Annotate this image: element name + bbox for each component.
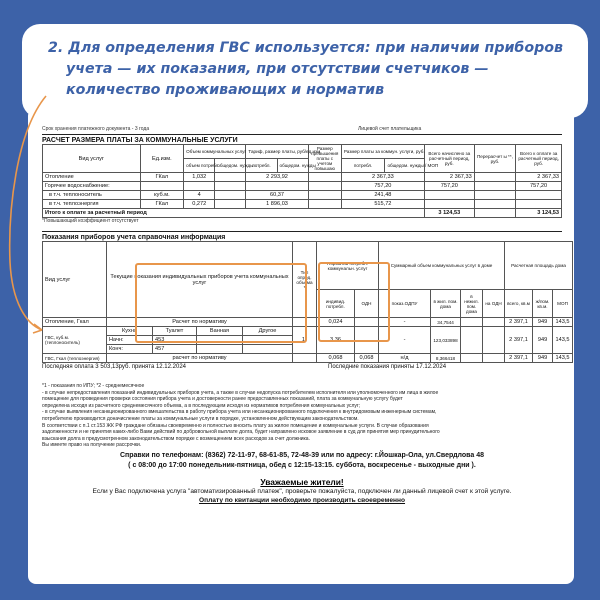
heat-mode: Расчет по нормативу [107, 318, 293, 327]
note-line: взыскания долга в предусмотренном законодательством порядке с возмещением всех расходов за счет должника. [42, 435, 310, 442]
payment-line [42, 363, 562, 371]
cell-amt-ind: 2 367,33 [341, 173, 424, 182]
cell-recalc [474, 191, 516, 200]
gvs-sum-odn [483, 327, 505, 354]
heat2-area-total: 2 397,1 [505, 354, 533, 363]
cell-tar-ind: 2 293,92 [246, 173, 308, 182]
h-total: Всего к оплате за расчетный период, руб. [516, 145, 562, 173]
end-toilet: 457 [153, 345, 197, 354]
cell-charged: 757,20 [424, 182, 474, 191]
heat2-mode: расчет по нормативу [107, 354, 293, 363]
cell-tar-ind [246, 182, 308, 191]
heat-norm: 0,024 [317, 318, 355, 327]
mh-sum-odpu: показ.ОДПУ [379, 290, 431, 318]
cell-inc [308, 173, 341, 182]
calc-row [43, 191, 562, 200]
cell-vol-ind: 0,272 [184, 200, 215, 209]
total-charged: 3 124,53 [424, 209, 474, 218]
note-line: *1 - показания по ИПУ; *2 - среднемесячное [42, 383, 145, 389]
col-bath: Ванная [197, 327, 243, 336]
heat-res: 34,7544 [431, 318, 461, 327]
h-amount: Размер платы за коммун. услуги, руб. [341, 145, 424, 159]
headline-bubble [22, 24, 588, 118]
calc-total-row [43, 209, 562, 218]
col-other: Другое [243, 327, 293, 336]
gvs-odpu: - [379, 327, 431, 354]
note-line: потребителю производится доначисление платы за коммунальные услуги в порядке, установленном действующим законодательством. [42, 415, 359, 422]
calc-footnote: *Повышающий коэффициент отсутствует [42, 218, 139, 224]
h-unit: Ед.изм. [140, 145, 184, 173]
mh-sum-odn: на ОДН [483, 290, 505, 318]
start-other [243, 336, 293, 345]
cell-unit: куб.м. [140, 191, 184, 200]
note-line: помещение для проведения проверки состояния прибора учета и достоверности ранее предоставленных показаний, плата за коммунальную услугу будет [42, 396, 403, 403]
gvs-area-mop: 143,5 [553, 327, 573, 354]
cell-inc [308, 182, 341, 191]
calc-table [42, 144, 562, 218]
cell-total: 2 367,33 [516, 173, 562, 182]
gvs-label: ГВС, куб.м. (теплоноситель) [43, 327, 107, 354]
cell-total: 757,20 [516, 182, 562, 191]
gvs-area-total: 2 397,1 [505, 327, 533, 354]
storage-note: Срок хранения платежного документа - 3 года [42, 126, 150, 132]
heat2-norm: 0,068 [317, 354, 355, 363]
col-kitchen: Кухня [107, 327, 153, 336]
meters-title: Показания приборов учета справочная информация [42, 231, 562, 241]
mh-current: Текущие показания индивидуальных приборов учета коммунальных услуг [107, 242, 293, 318]
mh-summary: Суммарный объем коммунальных услуг в доме [379, 242, 505, 290]
col-toilet: Туалет [153, 327, 197, 336]
notes-block [42, 383, 562, 449]
account-label: Лицевой счет плательщика [358, 126, 422, 132]
last-payment: Последняя оплата 3 503,13руб. принята 12.12.2024 [42, 364, 186, 370]
headline-line-2: учета — их показания, при отсутствии счетчиков — [66, 61, 489, 77]
start-toilet: 453 [153, 336, 197, 345]
h-increase: Размер превышения платы с учетом повышаю [308, 145, 341, 173]
cell-unit: ГКал [140, 200, 184, 209]
h-tariff: Тариф, размер платы, руб/ед.изм [246, 145, 308, 159]
heat2-area-res: 949 [533, 354, 553, 363]
heat2-odpu: н/д [379, 354, 431, 363]
heat-sum-odn [483, 318, 505, 327]
cell-inc [308, 191, 341, 200]
total-label: Итого к оплате за расчетный период [43, 209, 425, 218]
heat-type [293, 318, 317, 327]
heat2-odn: 0,068 [355, 354, 379, 363]
note-line: определена исходя из расчетного среднемесячного объема, а в последующем исходя из нормативов потребления коммунальных услуг; [42, 402, 361, 409]
gvs-type: 1* [293, 327, 317, 354]
heat2-res: 8,366418 [431, 354, 461, 363]
calc-title: РАСЧЕТ РАЗМЕРА ПЛАТЫ ЗА КОММУНАЛЬНЫЕ УСЛУГИ [42, 134, 562, 144]
cell-vol-common [215, 173, 246, 182]
h-recalc: Перерасчет ы **, руб. [474, 145, 516, 173]
cell-amt-ind: 515,72 [341, 200, 424, 209]
note-line: В соответствии с п.1 ст.153 ЖК РФ граждане обязаны своевременно и полностью вносить плату за жилое помещение и коммунальные услуги. В случае образования [42, 422, 429, 429]
heat-odpu: - [379, 318, 431, 327]
cell-recalc [474, 182, 516, 191]
end-other [243, 345, 293, 354]
end-bath [197, 345, 243, 354]
mh-area: Расчетная площадь дома [505, 242, 573, 290]
cell-amt-ind: 241,48 [341, 191, 424, 200]
cell-total [516, 200, 562, 209]
headline-line-3: количество проживающих и норматив [66, 82, 385, 98]
h-vol-common: общедом. нужды [215, 159, 246, 173]
receipt-document [28, 108, 574, 584]
heat2-nonres [461, 354, 483, 363]
heat-area-mop: 143,5 [553, 318, 573, 327]
cell-recalc [474, 173, 516, 182]
mh-area-total: всего, кв.м [505, 290, 533, 318]
cell-unit [140, 182, 184, 191]
meters-table [42, 241, 573, 363]
calc-row [43, 173, 562, 182]
cell-amt-ind: 757,20 [341, 182, 424, 191]
h-tar-ind: потребл. [246, 159, 277, 173]
end-label: Конч: [107, 345, 153, 354]
last-reading: Последние показания приняты 17.12.2024 [328, 364, 447, 370]
cell-inc [308, 200, 341, 209]
cell-service: Отопление [43, 173, 141, 182]
start-bath [197, 336, 243, 345]
cell-charged [424, 191, 474, 200]
h-amt-ind: потребл. [341, 159, 385, 173]
note-line: задолженности и не принятия каких-либо Вами действий по добровольной выплате долга, будет направлено исковое заявление в суд для принятия мер принудительного [42, 429, 440, 436]
cell-vol-ind: 4 [184, 191, 215, 200]
h-volume: Объем коммунальных услуг [184, 145, 246, 159]
heat-area-res: 949 [533, 318, 553, 327]
cell-vol-common [215, 191, 246, 200]
cell-total [516, 191, 562, 200]
hours-line: ( с 08:00 до 17:00 понедельник-пятница, обед с 12:15-13:15. суббота, воскресенье - выходные дни ). [128, 461, 476, 469]
heat2-sum-odn [483, 354, 505, 363]
gvs-norm: 3,36 [317, 327, 355, 354]
autopay-notice: Если у Вас подключена услуга "автоматизированный платеж", проверьте пожалуйста, подключен ли данный лицевой счет к этой услуге. [92, 487, 512, 495]
cell-charged: 2 367,33 [424, 173, 474, 182]
meter-row-heat2 [43, 354, 573, 363]
meter-row-heating [43, 318, 573, 327]
heat-area-total: 2 397,1 [505, 318, 533, 327]
cell-service: в т.ч. теплоноситель [43, 191, 141, 200]
note-line: - в случае выявления несанкционированного вмешательства в работу прибора учета или несанкционированного подключения к внутридомовым инженерным системам, [42, 409, 437, 416]
h-amt-common: общедом. нужды / МОП [385, 159, 424, 173]
mh-area-mop: МОП [553, 290, 573, 318]
phones-line: Справки по телефонам: (8362) 72-11-97, 68-61-85, 72-48-39 или по адресу: г.Йошкар-Ола, ул.Свердлова 48 [119, 451, 485, 459]
cell-vol-common [215, 200, 246, 209]
cell-service: Горячее водоснабжение: [43, 182, 141, 191]
meter-row-gvs-head [43, 327, 573, 336]
cell-charged [424, 200, 474, 209]
mh-norm-ind: индивид. потребл. [317, 290, 355, 318]
mh-service: Вид услуг [43, 242, 107, 318]
gvs-nonres [461, 327, 483, 354]
dear-residents: Уважаемые жители! [260, 476, 344, 487]
mh-type: Тип опред. объёма * [293, 242, 317, 318]
cell-tar-ind: 60,37 [246, 191, 308, 200]
cell-tar-ind: 1 896,03 [246, 200, 308, 209]
cell-service: в т.ч. теплоэнергия [43, 200, 141, 209]
cell-vol-ind: 1,032 [184, 173, 215, 182]
h-tar-common: общедом. нужды [277, 159, 308, 173]
heat-nonres [461, 318, 483, 327]
calc-row [43, 200, 562, 209]
gvs-odn [355, 327, 379, 354]
mh-norm-odn: ОДН [355, 290, 379, 318]
note-line: - в случае непредоставления показаний индивидуальных приборов учета, а также в случае недопуска потребителем исполнителя или уполномоченного им лица в жилое [42, 389, 439, 396]
cell-vol-common [215, 182, 246, 191]
gvs-res: 123,033898 [431, 327, 461, 354]
gvs-area-res: 949 [533, 327, 553, 354]
mh-area-res: ж/пом. кв.м. [533, 290, 553, 318]
heat2-label: ГВС, Гкал (теплоэнергия) [43, 354, 107, 363]
pay-on-time-notice: Оплату по квитанции необходимо производить своевременно [198, 496, 406, 504]
cell-unit: ГКал [140, 173, 184, 182]
receipt-meta [42, 126, 562, 132]
heat2-area-mop: 143,5 [553, 354, 573, 363]
calc-row [43, 182, 562, 191]
heat-odn [355, 318, 379, 327]
note-line: Вы имеете право на получение рассрочки. [42, 442, 142, 449]
start-label: Начн: [107, 336, 153, 345]
mh-sum-res: в жил. пом. дома [431, 290, 461, 318]
mh-sum-nonres: в нежил. пом. дома [461, 290, 483, 318]
total-recalc [474, 209, 516, 218]
heat2-type [293, 354, 317, 363]
h-service: Вид услуг [43, 145, 141, 173]
headline-line-1: 2. Для определения ГВС используется: при наличии приборов [48, 40, 563, 56]
mh-norm: Норматив потребл. коммунальн. услуг [317, 242, 379, 290]
cell-recalc [474, 200, 516, 209]
h-charged: Всего начислено за расчетный период, руб. [424, 145, 474, 173]
cell-vol-ind [184, 182, 215, 191]
h-vol-ind: объем потребл. [184, 159, 215, 173]
heat-label: Отопление, Гкал [43, 318, 107, 327]
total-pay: 3 124,53 [516, 209, 562, 218]
pointer-arrow [2, 92, 82, 352]
